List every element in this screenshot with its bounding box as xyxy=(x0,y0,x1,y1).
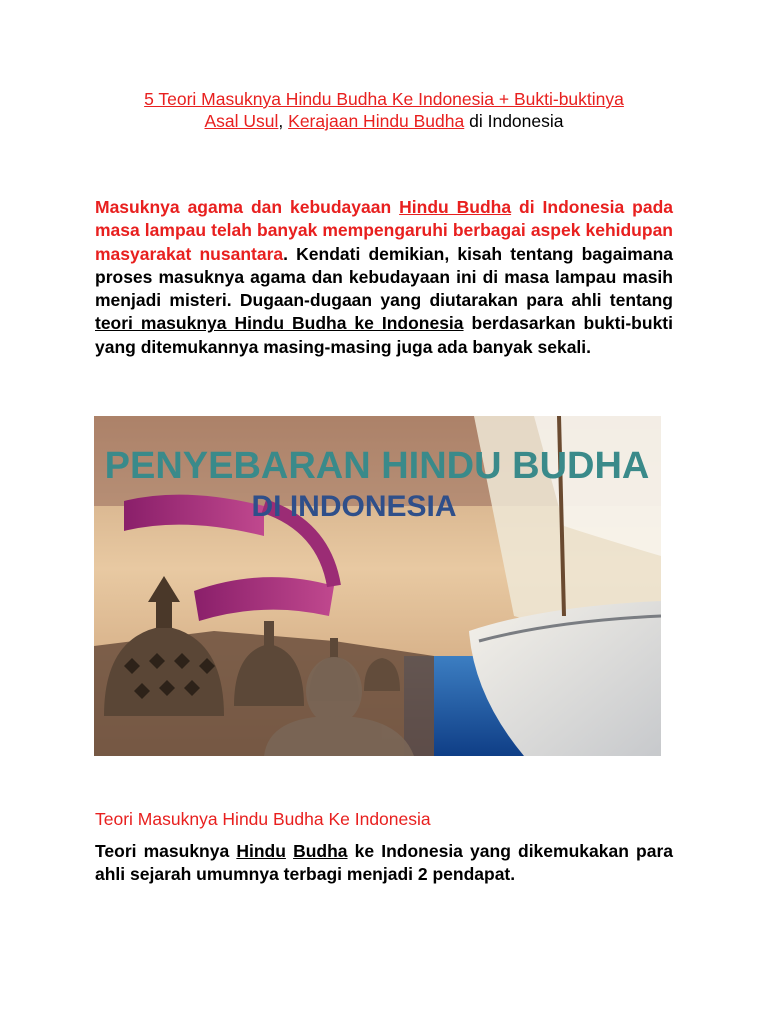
title-line-2 xyxy=(95,110,673,132)
title-separator: , xyxy=(278,111,289,131)
link-budha[interactable]: Budha xyxy=(293,841,348,861)
link-teori-masuknya[interactable]: teori masuknya Hindu Budha ke Indonesia xyxy=(95,313,464,334)
section-space xyxy=(286,841,293,861)
section-paragraph xyxy=(95,840,673,887)
intro-text-1: Masuknya agama dan kebudayaan xyxy=(95,197,400,217)
hero-image xyxy=(94,416,661,756)
intro-text-4: berdasarkan bukti-bukti yang ditemukannya masing-masing juga ada banyak sekali. xyxy=(95,313,673,357)
article-title xyxy=(95,88,673,132)
link-kerajaan-hindu-budha[interactable]: Kerajaan Hindu Budha xyxy=(288,111,465,131)
intro-paragraph xyxy=(95,196,673,359)
section-text-2: ke Indonesia yang dikemukakan para ahli sejarah umumnya terbagi menjadi 2 pendapat. xyxy=(95,841,673,885)
link-hindu-budha[interactable]: Hindu Budha xyxy=(399,197,512,217)
intro-text-3: . Kendati demikian, kisah tentang bagaimana proses masuknya agama dan kebudayaan ini di masa lampau masih menjadi misteri. Dugaan-dugaan yang diutarakan para ahli tentang xyxy=(95,243,674,311)
title-line-2-rest: di Indonesia xyxy=(464,111,564,131)
hero-illustration xyxy=(94,416,661,756)
hero-heading-line-2: DI INDONESIA xyxy=(251,490,457,523)
hero-heading-line-1: PENYEBARAN HINDU BUDHA xyxy=(104,445,650,487)
intro-text-2: di Indonesia pada masa lampau telah banyak mempengaruhi berbagai aspek kehidupan masyarakat nusantara xyxy=(95,197,673,264)
section-heading: Teori Masuknya Hindu Budha Ke Indonesia xyxy=(95,809,431,829)
title-line-1: 5 Teori Masuknya Hindu Budha Ke Indonesia + Bukti-buktinya xyxy=(144,89,624,109)
link-asal-usul[interactable]: Asal Usul xyxy=(204,111,279,131)
link-hindu[interactable]: Hindu xyxy=(236,841,286,861)
section-text-1: Teori masuknya xyxy=(95,841,237,861)
